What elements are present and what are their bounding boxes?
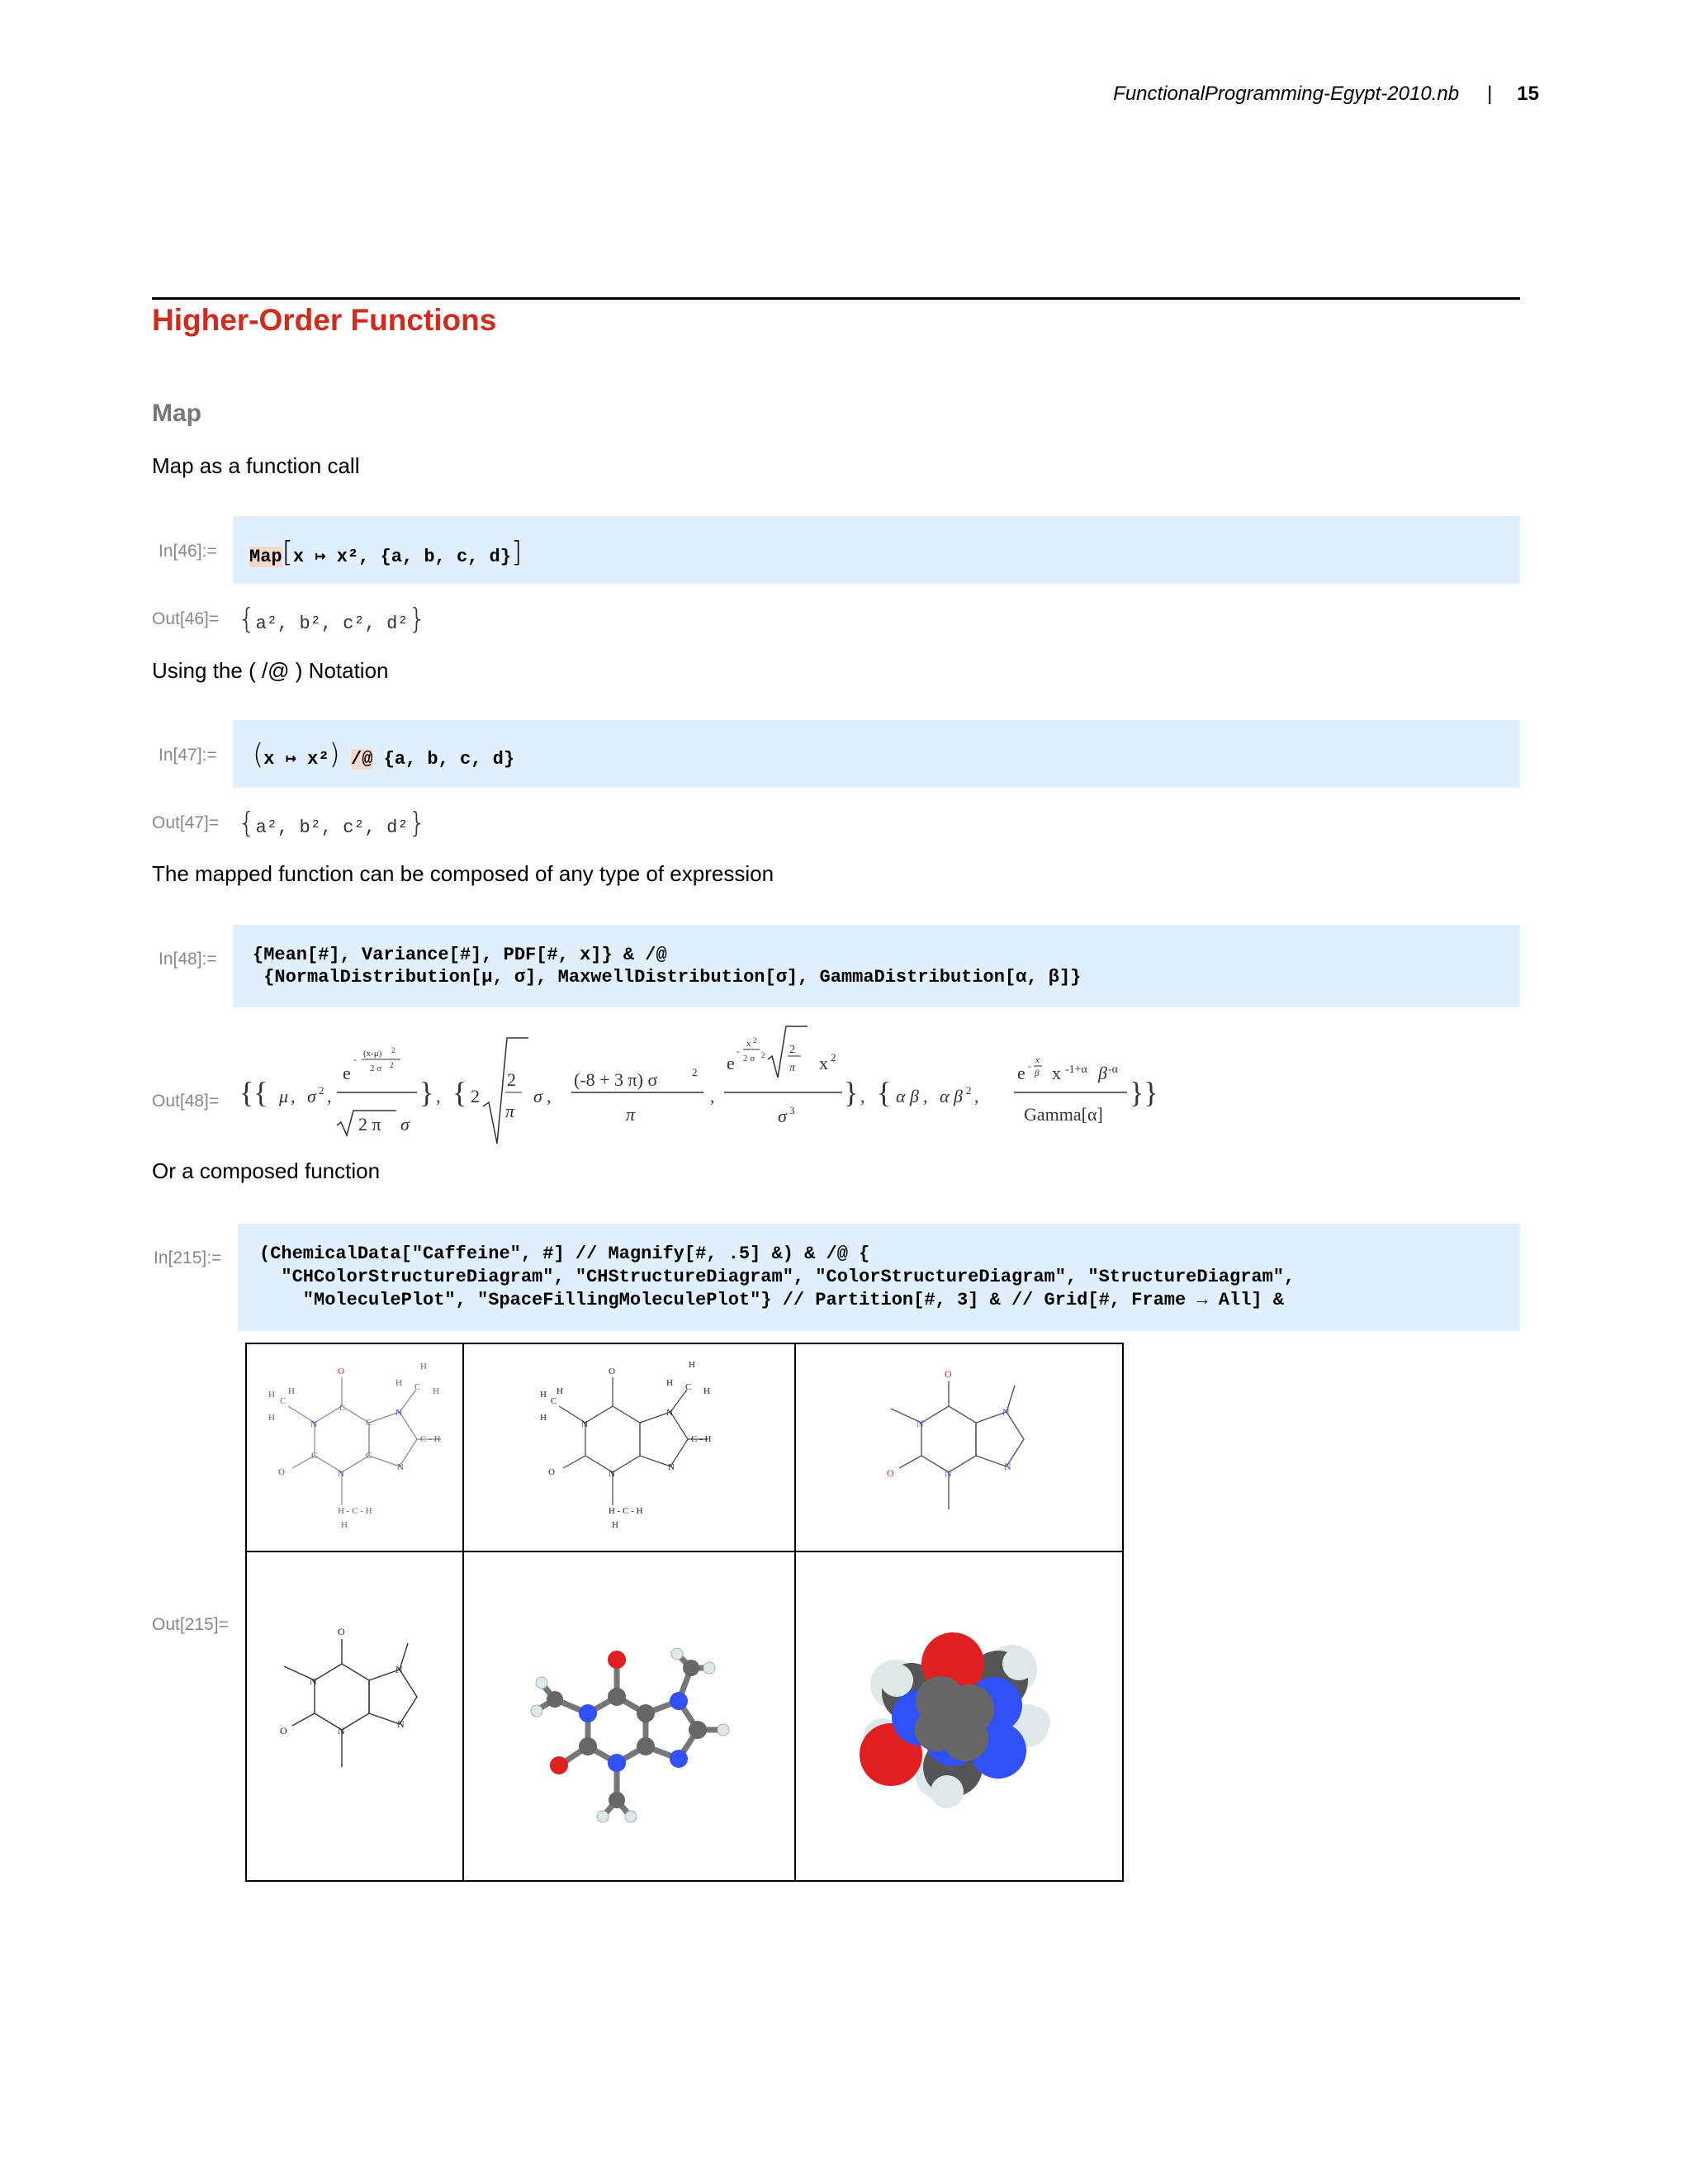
svg-text:β: β (1098, 1063, 1107, 1083)
svg-text:H: H (557, 1386, 563, 1396)
svg-text:-α: -α (1108, 1064, 1118, 1076)
svg-text:2: 2 (789, 1044, 795, 1056)
svg-text:e: e (1017, 1063, 1025, 1083)
svg-text:x: x (819, 1053, 828, 1073)
input-cell-48[interactable] (233, 925, 1520, 1007)
svg-text:H: H (703, 1386, 710, 1396)
svg-text:O: O (945, 1368, 952, 1380)
space-filling-molecule-plot (796, 1552, 1124, 1883)
svg-text:x: x (1052, 1063, 1061, 1083)
svg-text:(-8 + 3 π) σ: (-8 + 3 π) σ (574, 1069, 658, 1090)
code-line-3: "MoleculePlot", "SpaceFillingMoleculePlot"} // Partition[#, 3] & // Grid[#, Frame → All] & (259, 1290, 1285, 1310)
color-structure-diagram (796, 1344, 1124, 1551)
svg-text:H: H (540, 1390, 547, 1400)
output-47-value: a², b², c², d² (255, 817, 409, 838)
svg-text:,: , (547, 1086, 552, 1106)
text-notation: Using the ( /@ ) Notation (152, 658, 389, 683)
svg-text:β: β (1035, 1068, 1040, 1078)
map-operator: /@ (351, 749, 373, 770)
svg-text:C: C (366, 1451, 372, 1461)
output-48-formula (231, 1020, 1172, 1144)
svg-text:}}: }} (1130, 1076, 1158, 1109)
svg-text:C: C (551, 1396, 557, 1406)
svg-text:N: N (396, 1664, 403, 1675)
header-separator: | (1487, 83, 1493, 105)
input-label-48: In[48]:= (159, 950, 217, 969)
svg-text:x: x (746, 1039, 751, 1049)
svg-text:α β: α β (896, 1086, 920, 1106)
output-46: {a², b², c², d²} (238, 603, 427, 636)
svg-text:N: N (581, 1419, 588, 1429)
svg-text:2: 2 (391, 1046, 396, 1054)
ch-structure-diagram (464, 1344, 794, 1551)
structure-grid (245, 1343, 1124, 1882)
svg-text:Gamma[α]: Gamma[α] (1024, 1104, 1103, 1125)
svg-text:H - C - H: H - C - H (609, 1506, 643, 1516)
output-label-46: Out[46]= (152, 609, 220, 628)
svg-text:,: , (327, 1086, 332, 1106)
bracket-close: ] (510, 536, 523, 569)
output-label-47: Out[47]= (152, 813, 220, 832)
svg-text:C - H: C - H (420, 1434, 441, 1444)
svg-text:O: O (548, 1467, 555, 1477)
section-title: Higher-Order Functions (152, 303, 497, 337)
svg-text:H: H (268, 1413, 275, 1423)
svg-text:H: H (433, 1386, 439, 1396)
svg-text:H: H (666, 1378, 673, 1388)
code-line: (x ↦ x²) /@ {a, b, c, d} (253, 738, 515, 771)
svg-text:N: N (396, 1408, 402, 1418)
svg-text:,: , (291, 1086, 296, 1106)
notebook-name: FunctionalProgramming-Egypt-2010.nb (1113, 83, 1460, 105)
input-label-46: In[46]:= (159, 542, 217, 561)
svg-text:H: H (288, 1386, 295, 1396)
svg-text:O: O (280, 1725, 287, 1736)
svg-text:H: H (341, 1520, 348, 1530)
svg-text:σ: σ (307, 1086, 316, 1106)
svg-text:C: C (366, 1418, 372, 1428)
svg-text:{: { (877, 1076, 892, 1109)
svg-text:N: N (310, 1675, 317, 1687)
map-args: x ↦ x², {a, b, c, d} (292, 547, 511, 567)
output-label-48: Out[48]= (152, 1092, 220, 1111)
svg-text:,: , (710, 1086, 715, 1106)
input-label-47: In[47]:= (159, 746, 217, 765)
input-cell-215[interactable] (238, 1224, 1520, 1331)
svg-text:C: C (685, 1382, 692, 1392)
svg-text:H: H (612, 1520, 618, 1530)
svg-text:O: O (338, 1626, 345, 1637)
svg-text:H: H (420, 1362, 427, 1372)
svg-text:,: , (860, 1086, 865, 1106)
svg-text:O: O (609, 1367, 615, 1376)
code-line-1: (ChemicalData["Caffeine", #] // Magnify[#, .5] &) & /@ { (259, 1244, 870, 1264)
svg-text:H: H (396, 1378, 402, 1388)
page-number: 15 (1517, 83, 1539, 105)
map-keyword: Map (249, 547, 282, 567)
svg-text:,: , (923, 1086, 928, 1106)
svg-text:σ: σ (778, 1106, 787, 1126)
svg-text:N: N (609, 1469, 615, 1479)
svg-text:α β: α β (940, 1086, 964, 1106)
svg-text:3: 3 (789, 1104, 795, 1116)
svg-text:N: N (945, 1467, 952, 1479)
svg-text:N: N (1004, 1461, 1011, 1472)
svg-text:C - H: C - H (691, 1434, 712, 1444)
svg-text:N: N (917, 1418, 924, 1429)
svg-text:2 σ: 2 σ (743, 1054, 756, 1064)
svg-text:H: H (540, 1413, 547, 1423)
svg-text:-: - (737, 1045, 740, 1057)
subsection-title: Map (152, 400, 201, 427)
svg-text:σ: σ (533, 1086, 542, 1106)
svg-text:2: 2 (507, 1069, 516, 1090)
svg-text:C: C (311, 1451, 318, 1461)
text-composed-function: Or a composed function (152, 1158, 381, 1183)
svg-text:H - C - H: H - C - H (338, 1506, 372, 1516)
svg-text:N: N (666, 1408, 673, 1418)
output-label-215: Out[215]= (152, 1615, 229, 1634)
svg-text:2: 2 (390, 1061, 394, 1069)
bracket-open: [ (282, 536, 293, 569)
svg-text:π: π (626, 1104, 636, 1125)
svg-text:N: N (310, 1419, 317, 1429)
svg-text:2 π: 2 π (358, 1114, 381, 1135)
svg-text:N: N (338, 1469, 344, 1479)
output-47: {a², b², c², d²} (238, 807, 427, 840)
code-line (249, 536, 522, 569)
svg-text:N: N (1002, 1406, 1010, 1418)
ch-color-structure-diagram (247, 1344, 462, 1551)
svg-text:σ: σ (400, 1114, 410, 1135)
code-line-1: {Mean[#], Variance[#], PDF[#, x]} & /@ (253, 945, 667, 965)
svg-text:2: 2 (692, 1066, 698, 1078)
svg-text:2: 2 (831, 1051, 836, 1064)
svg-text:e: e (343, 1063, 351, 1083)
svg-text:{{: {{ (239, 1076, 268, 1109)
svg-text:2: 2 (753, 1036, 757, 1045)
input-cell-46[interactable] (233, 516, 1520, 584)
svg-text:2 σ: 2 σ (370, 1064, 382, 1073)
svg-text:-1+α: -1+α (1065, 1064, 1087, 1076)
svg-text:}: } (844, 1076, 859, 1109)
svg-text:C: C (339, 1403, 346, 1413)
map-list: {a, b, c, d} (383, 749, 515, 770)
svg-text:}: } (419, 1076, 434, 1109)
page-header (1113, 83, 1539, 106)
input-cell-47[interactable] (233, 720, 1520, 788)
svg-text:π: π (505, 1101, 515, 1121)
svg-text:2: 2 (966, 1084, 972, 1097)
svg-text:H: H (689, 1360, 695, 1370)
input-label-215: In[215]:= (154, 1248, 222, 1267)
text-composed-expr: The mapped function can be composed of any type of expression (152, 861, 774, 886)
svg-text:x: x (1035, 1055, 1040, 1065)
svg-text:e: e (727, 1053, 735, 1073)
svg-text:C: C (414, 1382, 421, 1392)
svg-text:,: , (436, 1086, 441, 1106)
svg-text:-: - (1028, 1060, 1031, 1072)
molecule-plot (464, 1552, 794, 1883)
text-map-call: Map as a function call (152, 453, 360, 478)
svg-text:{: { (452, 1076, 467, 1109)
code-line-2: {NormalDistribution[μ, σ], MaxwellDistribution[σ], GammaDistribution[α, β]} (253, 967, 1082, 988)
svg-text:2: 2 (471, 1086, 480, 1106)
svg-text:O: O (278, 1467, 285, 1477)
svg-text:(x-μ): (x-μ) (363, 1049, 382, 1059)
svg-text:N: N (397, 1718, 405, 1730)
svg-text:-: - (353, 1054, 357, 1065)
svg-text:π: π (789, 1062, 796, 1074)
svg-text:N: N (397, 1462, 404, 1472)
output-46-value: a², b², c², d² (255, 614, 409, 634)
svg-text:H: H (268, 1390, 275, 1400)
section-rule (152, 297, 1520, 300)
svg-text:2: 2 (319, 1084, 324, 1097)
svg-text:μ: μ (279, 1086, 289, 1106)
svg-text:N: N (668, 1462, 675, 1472)
code-line-2: "CHColorStructureDiagram", "CHStructureDiagram", "ColorStructureDiagram", "StructureDiagram", (259, 1267, 1295, 1287)
svg-text:O: O (338, 1367, 344, 1376)
svg-text:O: O (887, 1467, 894, 1479)
svg-text:,: , (974, 1086, 979, 1106)
svg-text:2: 2 (761, 1051, 765, 1059)
structure-diagram (247, 1552, 462, 1883)
svg-text:N: N (338, 1725, 345, 1736)
svg-text:C: C (280, 1396, 287, 1406)
mapped-func: x ↦ x² (263, 749, 329, 770)
